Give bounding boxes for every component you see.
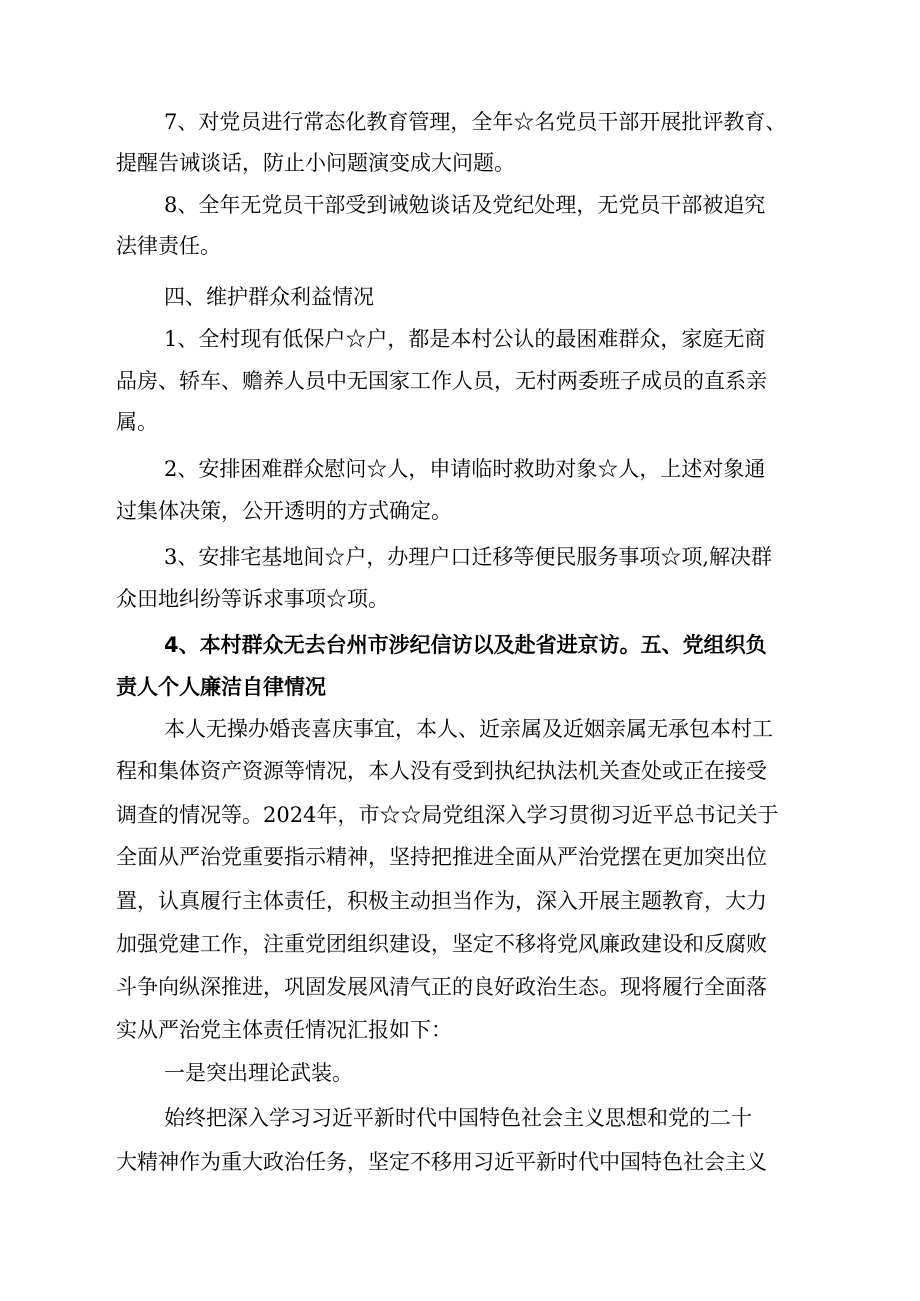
text-line: 一是突出理论武装。	[164, 1061, 353, 1085]
section-heading: 责人个人廉洁自律情况	[116, 675, 326, 699]
text-line: 1、全村现有低保户☆户，都是本村公认的最困难群众，家庭无商	[164, 327, 766, 351]
text-line: 始终把深入学习习近平新时代中国特色社会主义思想和党的二十	[164, 1106, 752, 1130]
text-line: 2、安排困难群众慰问☆人，申请临时救助对象☆人，上述对象通	[164, 457, 766, 481]
text-line: 品房、轿车、赡养人员中无国家工作人员，无村两委班子成员的直系亲	[116, 369, 767, 393]
text-line: 过集体决策，公开透明的方式确定。	[116, 499, 452, 523]
text-line: 法律责任。	[116, 234, 221, 258]
section-heading: 四、维护群众利益情况	[164, 285, 374, 309]
text-line: 7、对党员进行常态化教育管理，全年☆名党员干部开展批评教育、	[164, 110, 787, 134]
text-line: 3、安排宅基地间☆户，办理户口迁移等便民服务事项☆项,解决群	[164, 545, 773, 569]
text-line: 实从严治党主体责任情况汇报如下：	[116, 1018, 452, 1042]
text-line: 斗争向纵深推进，巩固发展风清气正的良好政治生态。现将履行全面落	[116, 975, 767, 999]
text-line: 本人无操办婚丧喜庆事宜，本人、近亲属及近姻亲属无承包本村工	[164, 717, 773, 741]
text-line: 置，认真履行主体责任，积极主动担当作为，深入开展主题教育，大力	[116, 889, 767, 913]
text-line: 全面从严治党重要指示精神，坚持把推进全面从严治党摆在更加突出位	[116, 845, 767, 869]
text-line: 程和集体资产资源等情况，本人没有受到执纪执法机关查处或正在接受	[116, 759, 767, 783]
text-line: 调查的情况等。2024年，市☆☆局党组深入学习贯彻习近平总书记关于	[116, 803, 779, 827]
text-line: 大精神作为重大政治任务，坚定不移用习近平新时代中国特色社会主义	[116, 1150, 767, 1174]
bold-line: 4、本村群众无去台州市涉纪信访以及赴省进京访。五、党组织负	[164, 633, 767, 657]
text-line: 属。	[116, 410, 158, 434]
text-line: 加强党建工作，注重党团组织建设，坚定不移将党风廉政建设和反腐败	[116, 932, 767, 956]
text-line: 众田地纠纷等诉求事项☆项。	[116, 587, 389, 611]
text-line: 8、全年无党员干部受到诫勉谈话及党纪处理，无党员干部被追究	[164, 193, 766, 217]
text-line: 提醒告诫谈话，防止小问题演变成大问题。	[116, 151, 515, 175]
